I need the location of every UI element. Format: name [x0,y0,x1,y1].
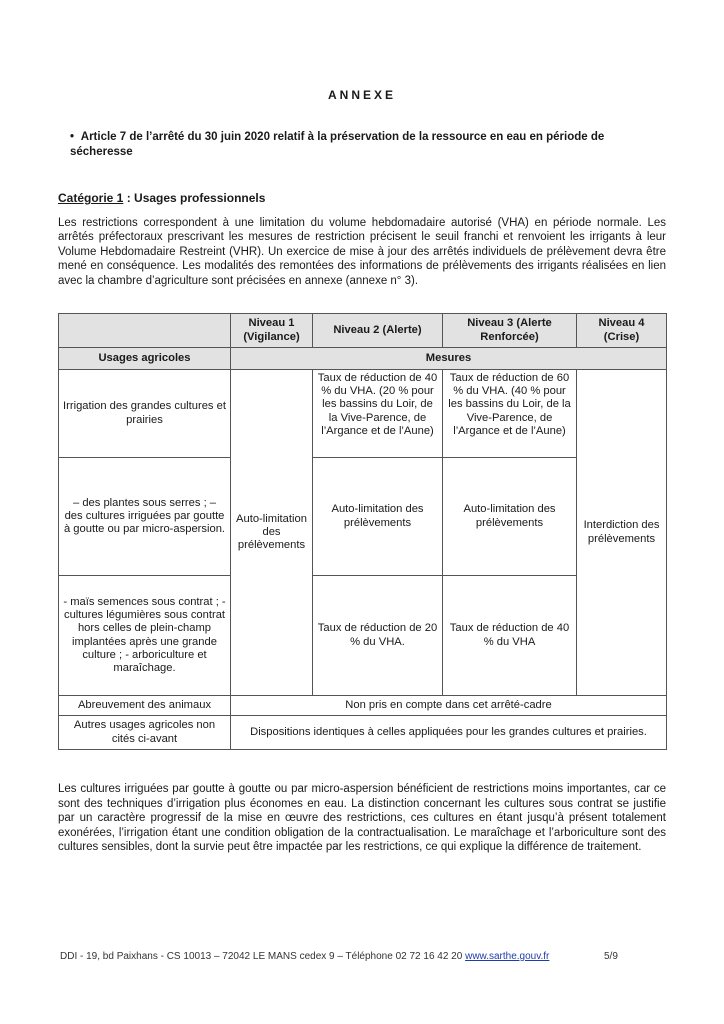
article-reference [70,130,670,160]
niveau-1-header: Niveau 1 (Vigilance) [231,314,313,348]
row-label-serres: – des plantes sous serres ; – des cultures irriguées par goutte à goutte ou par micro-aspersion. [59,458,231,576]
usages-agricoles-header: Usages agricoles [59,348,231,370]
article-text: Article 7 de l’arrêté du 30 juin 2020 relatif à la préservation de la ressource en eau en période de sécheresse [70,131,605,158]
footer-address: DDI - 19, bd Paixhans - CS 10013 – 72042 LE MANS cedex 9 – Téléphone 02 72 16 42 20 [60,951,466,962]
niveau-3-mais: Taux de réduction de 40 % du VHA [443,576,577,696]
niveau-2-mais: Taux de réduction de 20 % du VHA. [313,576,443,696]
empty-header-cell [59,314,231,348]
table-row [59,370,667,458]
row-label-mais: - maïs semences sous contrat ; - cultures légumières sous contrat hors celles de plein-champ implantées après une grande culture ; - arboriculture et maraîchage. [59,576,231,696]
niveau-3-header: Niveau 3 (Alerte Renforcée) [443,314,577,348]
niveau-3-serres: Auto-limitation des prélèvements [443,458,577,576]
niveau-4-interdiction: Interdiction des prélèvements [577,370,667,696]
page-number: 5/9 [604,951,618,962]
abreuvement-value: Non pris en compte dans cet arrêté-cadre [231,696,667,716]
website-link[interactable]: www.sarthe.gouv.fr [465,951,550,962]
niveau-2-grandes-cultures: Taux de réduction de 40 % du VHA. (20 % pour les bassins du Loir, de la Vive-Parence, de l’Argance et de l’Aune) [313,370,443,458]
category-heading [58,191,265,205]
niveau-1-auto-limitation: Auto-limitation des prélèvements [231,370,313,696]
bullet-marker: • [70,131,75,143]
niveau-2-serres: Auto-limitation des prélèvements [313,458,443,576]
category-label: Catégorie 1 [58,191,124,205]
niveau-4-header: Niveau 4 (Crise) [577,314,667,348]
table-row [59,696,667,716]
page-title: ANNEXE [327,88,396,102]
table-row [59,314,667,348]
intro-paragraph: Les restrictions correspondent à une limitation du volume hebdomadaire autorisé (VHA) en période normale. Les arrêtés préfectoraux prescrivant les mesures de restriction précisent le seuil franchi et renvoient les irrigants à leur Volume Hebdomadaire Restreint (VHR). Un exercice de mise à jour des arrêtés individuels de prélèvement devra être mené en conséquence. Les modalités des remontées des informations de prélèvements des irrigants réalisées en lien avec la chambre d’agriculture sont précisées en annexe (annexe n° 3). [58,217,666,287]
row-label-autres: Autres usages agricoles non cités ci-avant [59,716,231,750]
conclusion-paragraph: Les cultures irriguées par goutte à goutte ou par micro-aspersion bénéficient de restrictions moins importantes, car ce sont des techniques d’irrigation plus économes en eau. La distinction concernant les cultures sous contrat se justifie par un caractère progressif de la mise en œuvre des restrictions, ces cultures en étant jusqu’à présent totalement exonérées, l’irrigation étant une condition obligation de la contractualisation. Le maraîchage et l’arboriculture sont des cultures sensibles, dont la survie peut être impactée par les restrictions, ce qui explique la différence de traitement. [58,783,666,854]
niveau-2-header: Niveau 2 (Alerte) [313,314,443,348]
footer [60,951,620,962]
row-label-grandes-cultures: Irrigation des grandes cultures et prairies [59,370,231,458]
autres-value: Dispositions identiques à celles appliquées pour les grandes cultures et prairies. [231,716,667,750]
row-label-abreuvement: Abreuvement des animaux [59,696,231,716]
table-row [59,716,667,750]
table-row [59,458,667,576]
table-row [59,576,667,696]
category-name: Usages professionnels [134,191,266,205]
category-separator: : [123,191,135,205]
mesures-header: Mesures [231,348,667,370]
table-row [59,348,667,370]
measures-table [58,313,667,750]
niveau-3-grandes-cultures: Taux de réduction de 60 % du VHA. (40 % pour les bassins du Loir, de la Vive-Parence, de l’Argance et de l’Aune) [443,370,577,458]
